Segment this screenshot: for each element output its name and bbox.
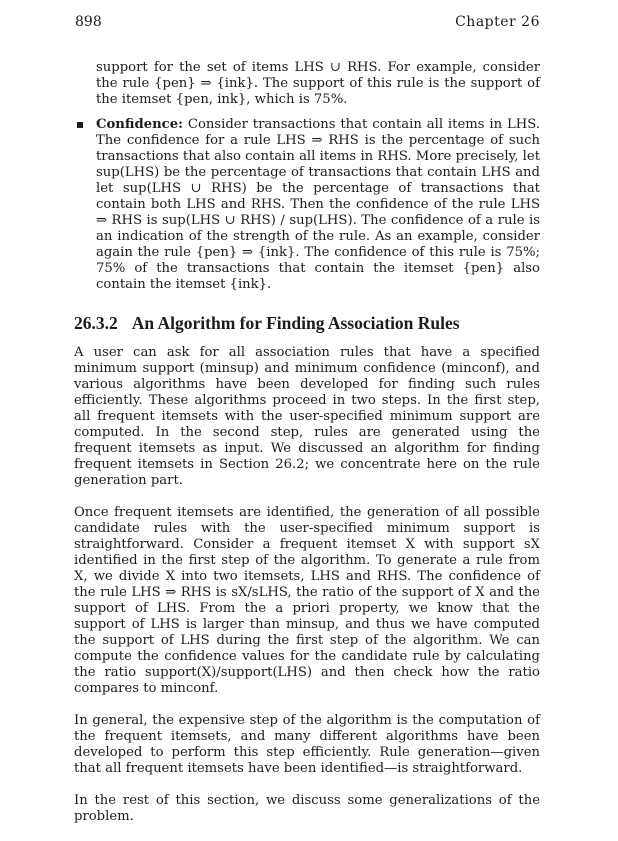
section-heading [74, 315, 540, 331]
section-title: An Algorithm for Finding Association Rules [131, 313, 460, 333]
support-continuation: support for the set of items LHS ∪ RHS. For example, consider the rule {pen} ⇒ {ink}. The support of this rule is the support of the itemset {pen, ink}, which is 75%. [96, 60, 540, 107]
section-number: 26.3.2 [74, 313, 118, 333]
paragraph-expensive-step: In general, the expensive step of the algorithm is the computation of the frequent itemsets, and many different algorithms have been developed to perform this step efficiently. Rule generation—given that all frequent itemsets have been identified—is straightforward. [74, 713, 540, 776]
paragraph-intro: A user can ask for all association rules that have a specified minimum support (minsup) and minimum confidence (minconf), and various algorithms have been developed for finding such rules efficiently. These algorithms proceed in two steps. In the first step, all frequent itemsets with the user-specified minimum support are computed. In the second step, rules are generated using the frequent itemsets as input. We discussed an algorithm for finding frequent itemsets in Section 26.2; we concentrate here on the rule generation part. [74, 345, 540, 488]
confidence-term: Confidence: [96, 117, 183, 132]
page-body [74, 60, 540, 841]
bullet-marker [77, 122, 83, 128]
confidence-definition: Consider transactions that contain all items in LHS. The confidence for a rule LHS ⇒ RHS is the percentage of such transactions that also contain all items in RHS. More precisely, let sup(LHS) be the percentage of transactions that contain LHS and let sup(LHS ∪ RHS) be the percentage of transactions that contain both LHS and RHS. Then the confidence of the rule LHS ⇒ RHS is sup(LHS ∪ RHS) / sup(LHS). The confidence of a rule is an indication of the strength of the rule. As an example, consider again the rule {pen} ⇒ {ink}. The confidence of this rule is 75%; 75% of the transactions that contain the itemset {pen} also contain the itemset {ink}. [96, 117, 541, 292]
confidence-bullet-item [96, 117, 540, 293]
chapter-label: Chapter 26 [455, 14, 540, 30]
running-header [75, 14, 540, 30]
paragraph-rest-of-section: In the rest of this section, we discuss some generalizations of the problem. [74, 793, 540, 824]
page-number: 898 [75, 14, 102, 30]
paragraph-rule-generation: Once frequent itemsets are identified, the generation of all possible candidate rules with the user-specified minimum support is straightforward. Consider a frequent itemset X with support sX identified in the first step of the algorithm. To generate a rule from X, we divide X into two itemsets, LHS and RHS. The confidence of the rule LHS ⇒ RHS is sX/sLHS, the ratio of the support of X and the support of LHS. From the a priori property, we know that the support of LHS is larger than minsup, and thus we have computed the support of LHS during the first step of the algorithm. We can compute the confidence values for the candidate rule by calculating the ratio support(X)/support(LHS) and then check how the ratio compares to minconf. [74, 505, 540, 696]
